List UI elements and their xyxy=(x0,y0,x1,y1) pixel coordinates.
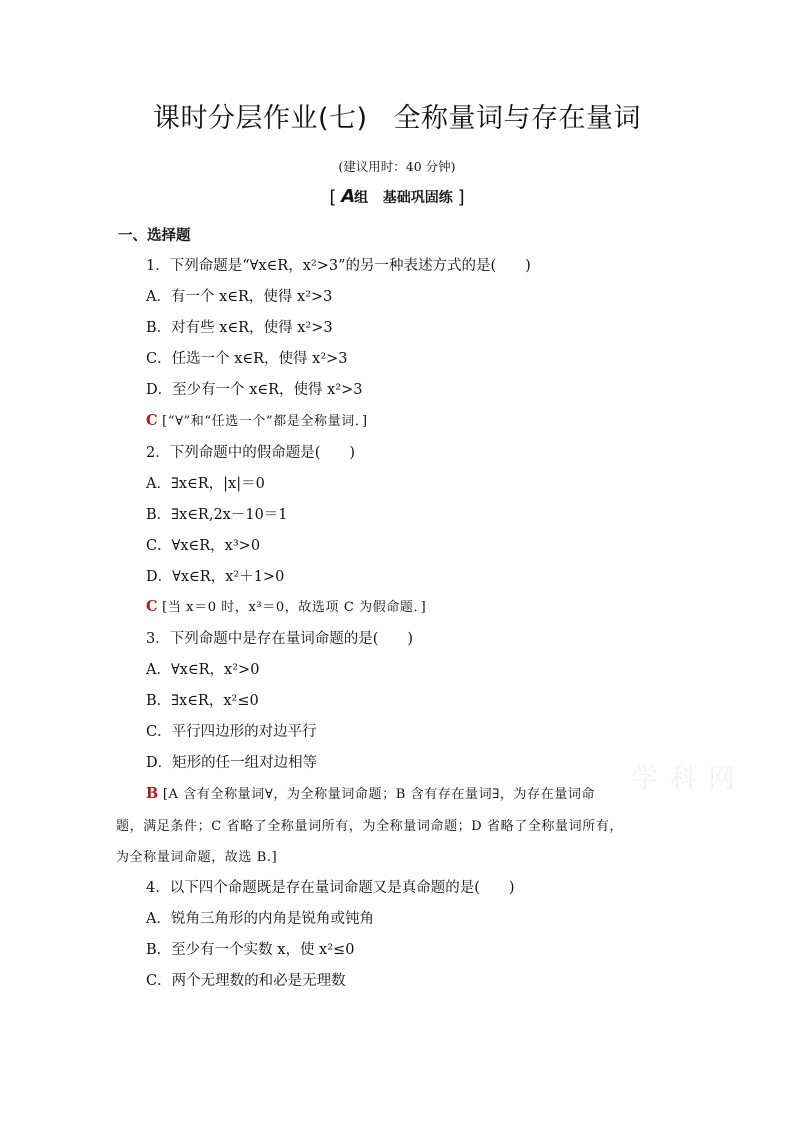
q1-answer xyxy=(146,410,368,429)
group-letter: A xyxy=(341,186,355,207)
title-part1: 课时分层作业(七) xyxy=(152,103,368,134)
q1-option-a: A．有一个 x∈R，使得 x²>3 xyxy=(146,289,333,305)
q3-option-c: C．平行四边形的对边平行 xyxy=(146,724,317,740)
q3-option-a: A．∀x∈R，x²>0 xyxy=(146,662,260,678)
q2-solution: [当 x＝0 时，x³＝0，故选项 C 为假命题．] xyxy=(162,600,427,615)
q1-answer-letter: C xyxy=(146,412,158,429)
q4-option-a: A．锐角三角形的内角是锐角或钝角 xyxy=(146,911,374,927)
q3-option-b: B．∃x∈R，x²≤0 xyxy=(146,693,259,709)
q1-solution: [“∀”和“任选一个”都是全称量词．] xyxy=(162,414,368,429)
time-note: (建议用时：40 分钟) xyxy=(338,159,456,174)
group-bracket-close: ] xyxy=(457,187,465,208)
q3-stem: 3．下列命题中是存在量词命题的是( ) xyxy=(146,631,414,647)
q2-option-d: D．∀x∈R，x²＋1>0 xyxy=(146,569,285,585)
q2-option-b: B．∃x∈R,2x－10＝1 xyxy=(146,507,288,523)
q2-stem: 2．下列命题中的假命题是( ) xyxy=(146,445,356,461)
q1-option-d: D．至少有一个 x∈R，使得 x²>3 xyxy=(146,382,363,398)
page-title xyxy=(0,96,794,135)
q4-stem: 4．以下四个命题既是存在量词命题又是真命题的是( ) xyxy=(146,880,515,896)
q3-solution-line1: [A 含有全称量词∀，为全称量词命题；B 含有存在量词∃，为存在量词命 xyxy=(162,787,596,802)
q2-option-c: C．∀x∈R，x³>0 xyxy=(146,538,261,554)
group-name: 基础巩固练 xyxy=(382,190,453,206)
section-heading: 一、选择题 xyxy=(118,228,191,244)
q3-solution-line3: 为全称量词命题，故选 B.] xyxy=(116,850,278,865)
q1-option-c: C．任选一个 x∈R，使得 x²>3 xyxy=(146,351,348,367)
q4-option-b: B．至少有一个实数 x，使 x²≤0 xyxy=(146,942,355,958)
q3-option-d: D．矩形的任一组对边相等 xyxy=(146,755,318,771)
q3-answer-letter: B xyxy=(146,785,159,802)
q3-answer xyxy=(146,783,595,802)
q3-solution-line2: 题，满足条件；C 省略了全称量词所有，为全称量词命题；D 省略了全称量词所有， xyxy=(116,819,624,834)
watermark: 学 科 网 xyxy=(632,764,737,794)
group-bracket-open: [ xyxy=(329,187,337,208)
q2-answer-letter: C xyxy=(146,598,158,615)
q2-option-a: A．∃x∈R，|x|＝0 xyxy=(146,476,265,492)
q4-option-c: C．两个无理数的和必是无理数 xyxy=(146,973,346,989)
q1-stem: 1．下列命题是“∀x∈R，x²>3”的另一种表述方式的是( ) xyxy=(146,258,531,274)
q2-answer xyxy=(146,596,426,615)
group-label: 组 xyxy=(354,190,369,206)
title-part2: 全称量词与存在量词 xyxy=(393,103,642,134)
group-heading xyxy=(0,186,794,208)
q1-option-b: B．对有些 x∈R，使得 x²>3 xyxy=(146,320,333,336)
